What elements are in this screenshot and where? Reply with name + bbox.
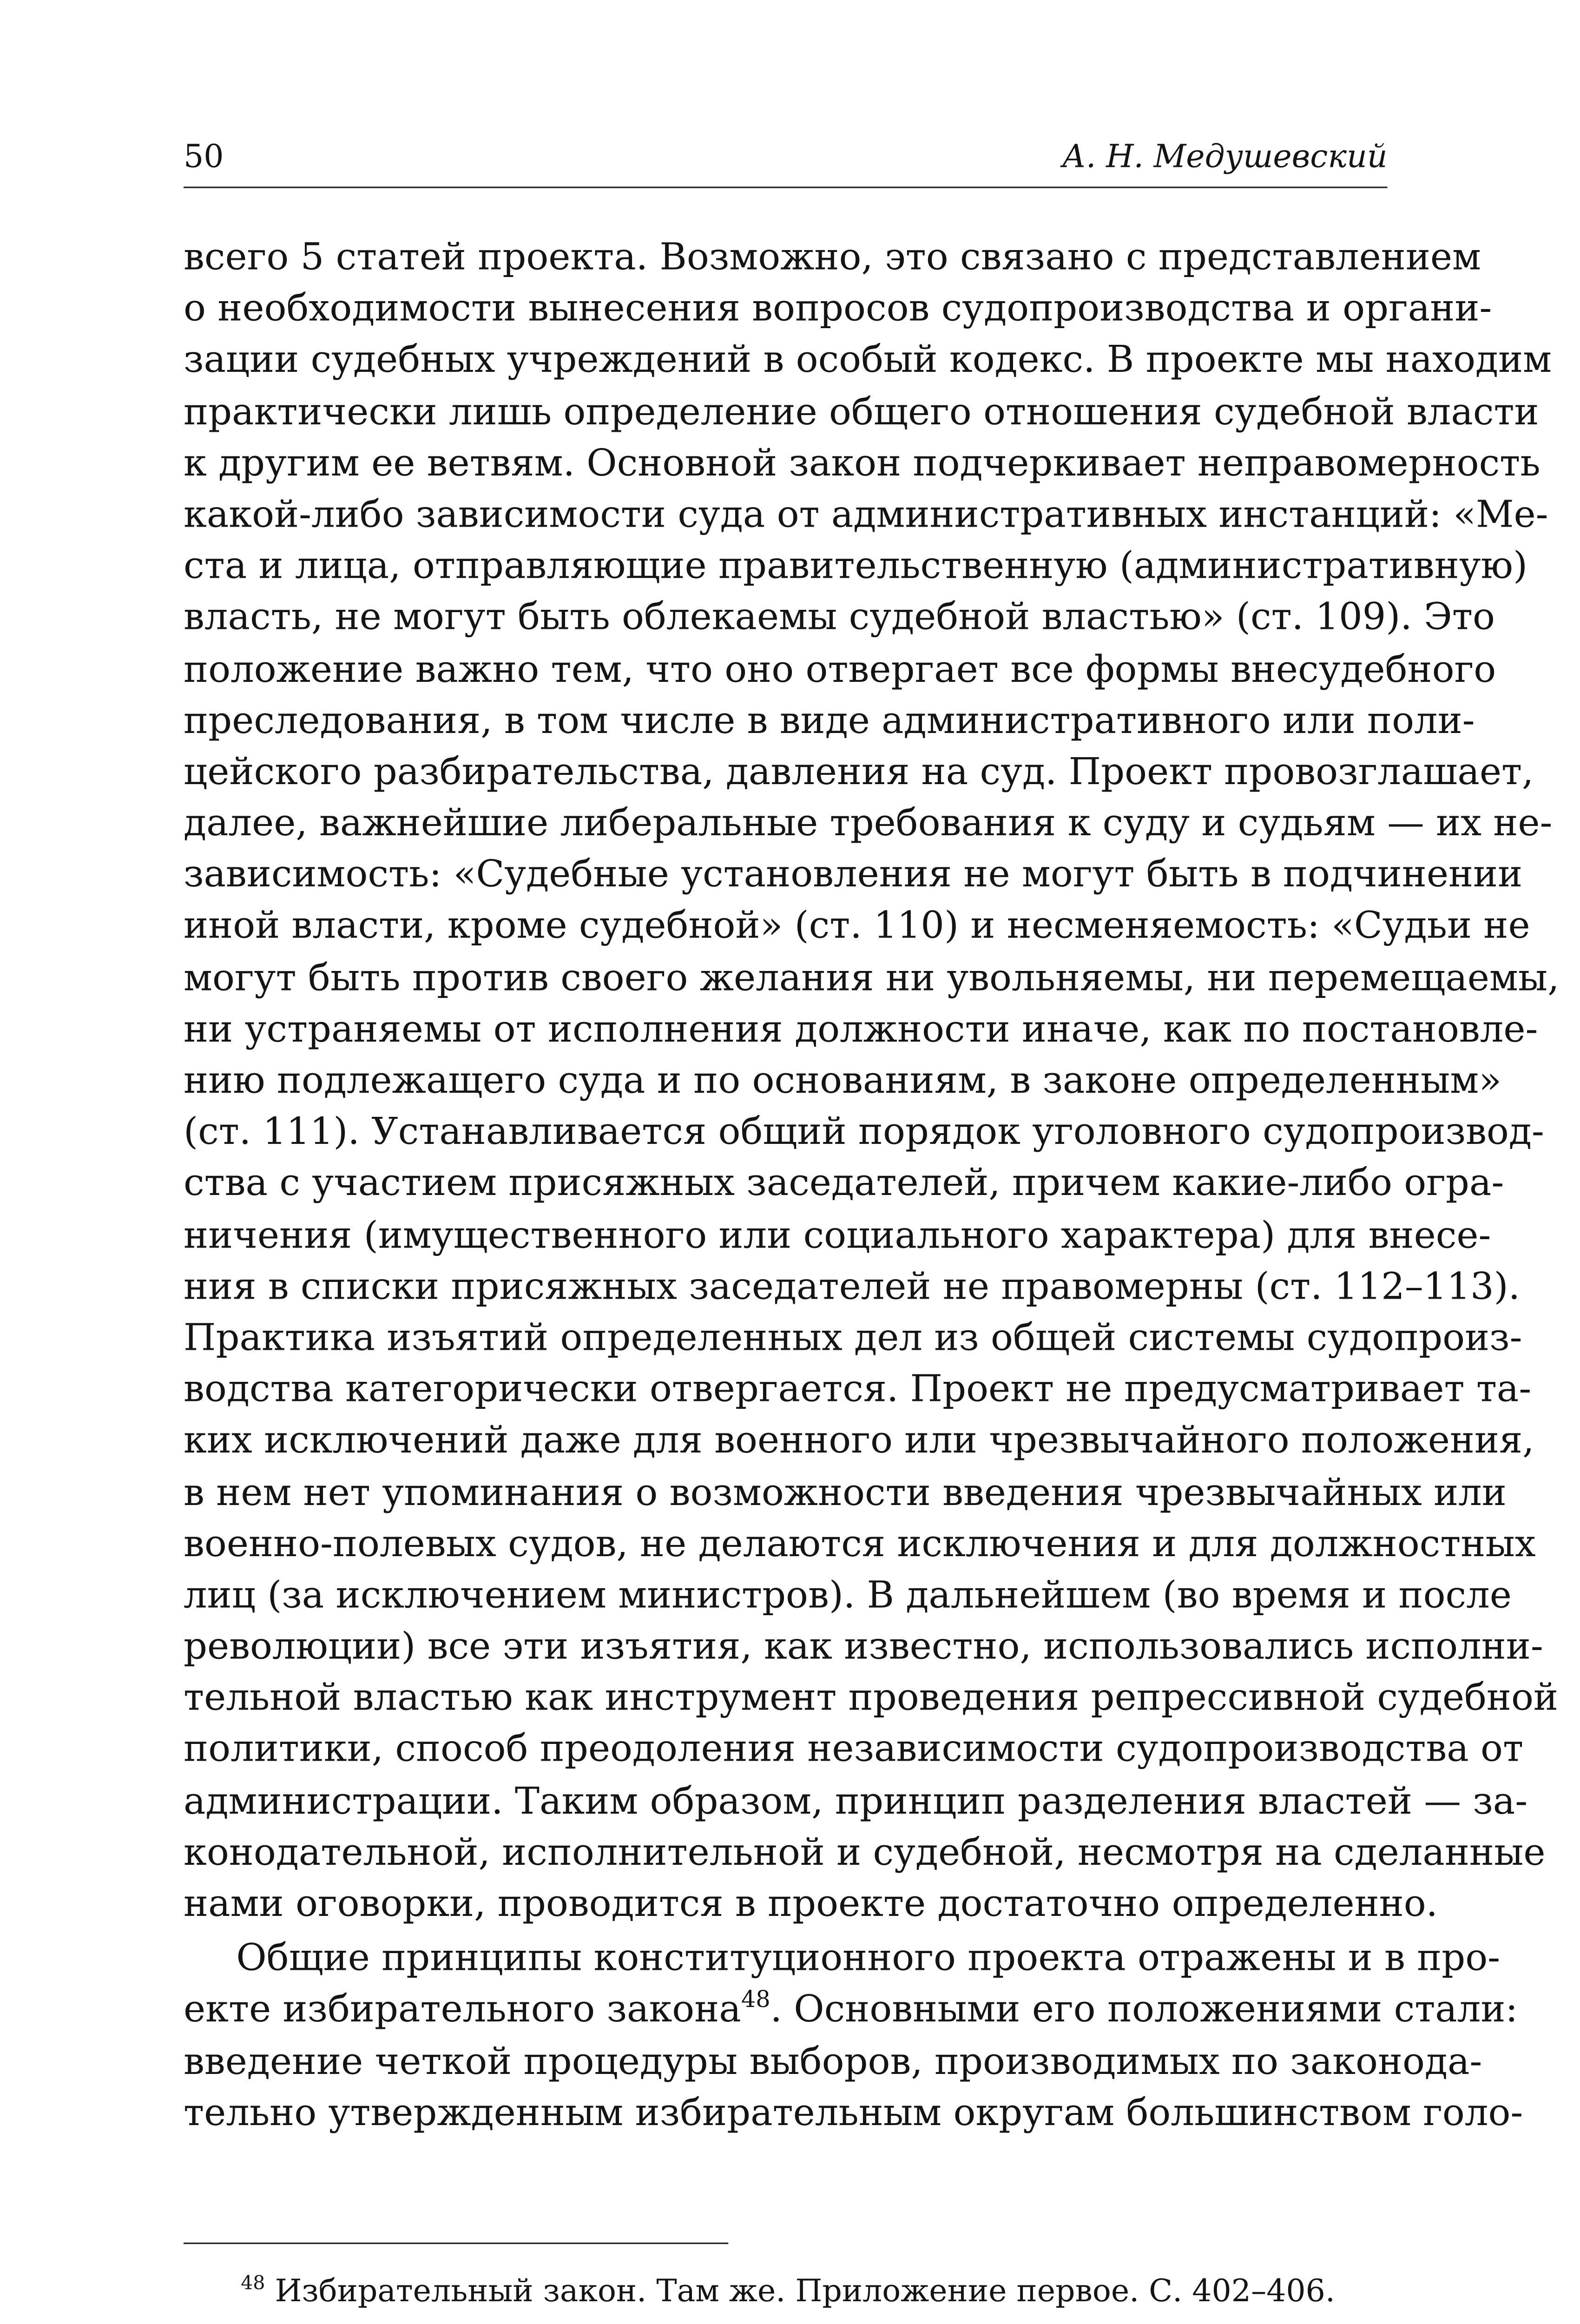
- text-line: ких исключений даже для военного или чрезвычайного положения,: [184, 1418, 1534, 1462]
- header-rule: [184, 187, 1387, 188]
- text-line: зации судебных учреждений в особый кодекс. В проекте мы находим: [184, 337, 1552, 382]
- text-line: тельно утвержденным избирательным округам большинством голо-: [184, 2090, 1523, 2134]
- running-head-author: А. Н. Медушевский: [1062, 138, 1388, 175]
- text-line: далее, важнейшие либеральные требования к суду и судьям — их не-: [184, 800, 1553, 845]
- text-line: могут быть против своего желания ни увольняемы, ни перемещаемы,: [184, 955, 1560, 999]
- text-line: военно-полевых судов, не делаются исключения и для должностных: [184, 1521, 1536, 1565]
- text-line: лиц (за исключением министров). В дальнейшем (во время и после: [184, 1572, 1512, 1617]
- page-header: [184, 134, 1387, 179]
- text-line: ния в списки присяжных заседателей не правомерны (ст. 112–113).: [184, 1264, 1521, 1308]
- text-fragment: екте избирательного закона: [184, 1987, 741, 2031]
- text-line: какой-либо зависимости суда от административных инстанций: «Ме-: [184, 492, 1548, 536]
- text-line: ни устраняемы от исполнения должности иначе, как по постановле-: [184, 1006, 1538, 1050]
- text-fragment: . Основными его положениями стали:: [770, 1987, 1518, 2031]
- text-line: Практика изъятий определенных дел из общей системы судопроиз-: [184, 1315, 1522, 1359]
- text-line: к другим ее ветвям. Основной закон подчеркивает неправомерность: [184, 440, 1540, 484]
- text-line: о необходимости вынесения вопросов судопроизводства и органи-: [184, 286, 1492, 330]
- text-line: всего 5 статей проекта. Возможно, это связано с представлением: [184, 235, 1481, 279]
- text-line: (ст. 111). Устанавливается общий порядок уголовного судопроизвод-: [184, 1109, 1544, 1153]
- footnote-text: Избирательный закон. Там же. Приложение первое. С. 402–406.: [265, 2272, 1336, 2309]
- text-line: иной власти, кроме судебной» (ст. 110) и несменяемость: «Судьи не: [184, 904, 1530, 948]
- footnote-reference[interactable]: 48: [741, 1987, 770, 2014]
- paragraph-1: [184, 232, 1560, 1930]
- text-line: ничения (имущественного или социального характера) для внесе-: [184, 1212, 1491, 1256]
- text-line: революции) все эти изъятия, как известно, использовались исполни-: [184, 1624, 1543, 1668]
- text-line: Общие принципы конституционного проекта отражены и в про-: [236, 1935, 1501, 1980]
- footnote-number: 48: [241, 2271, 265, 2294]
- body-text: [184, 232, 1560, 2139]
- text-line: администрации. Таким образом, принцип разделения властей — за-: [184, 1778, 1528, 1822]
- text-line: нами оговорки, проводится в проекте достаточно определенно.: [184, 1881, 1438, 1925]
- text-line: власть, не могут быть облекаемы судебной властью» (ст. 109). Это: [184, 595, 1495, 639]
- text-line: преследования, в том числе в виде административного или поли-: [184, 698, 1475, 742]
- paragraph-2: [184, 1933, 1523, 2139]
- text-line: конодательной, исполнительной и судебной, несмотря на сделанные: [184, 1829, 1546, 1874]
- text-line: практически лишь определение общего отношения судебной власти: [184, 389, 1539, 433]
- text-line: ства с участием присяжных заседателей, причем какие-либо огра-: [184, 1161, 1504, 1205]
- page-number: 50: [184, 138, 224, 175]
- text-line: цейского разбирательства, давления на суд. Проект провозглашает,: [184, 749, 1534, 793]
- text-line-with-footnote-ref: [184, 1984, 1518, 2036]
- text-line: ста и лица, отправляющие правительственную (административную): [184, 543, 1528, 588]
- text-line: зависимость: «Судебные установления не могут быть в подчинении: [184, 852, 1523, 896]
- text-line: тельной властью как инструмент проведения репрессивной судебной: [184, 1675, 1559, 1719]
- text-line: в нем нет упоминания о возможности введения чрезвычайных или: [184, 1470, 1507, 1513]
- text-line: нию подлежащего суда и по основаниям, в законе определенным»: [184, 1058, 1501, 1102]
- footnote-rule: [184, 2243, 728, 2244]
- text-line: политики, способ преодоления независимости судопроизводства от: [184, 1727, 1524, 1771]
- text-line: водства категорически отвергается. Проект не предусматривает та-: [184, 1367, 1532, 1411]
- text-line: введение четкой процедуры выборов, производимых по законода-: [184, 2039, 1482, 2083]
- footnote: [241, 2270, 1335, 2312]
- text-line: положение важно тем, что оно отвергает все формы внесудебного: [184, 646, 1496, 690]
